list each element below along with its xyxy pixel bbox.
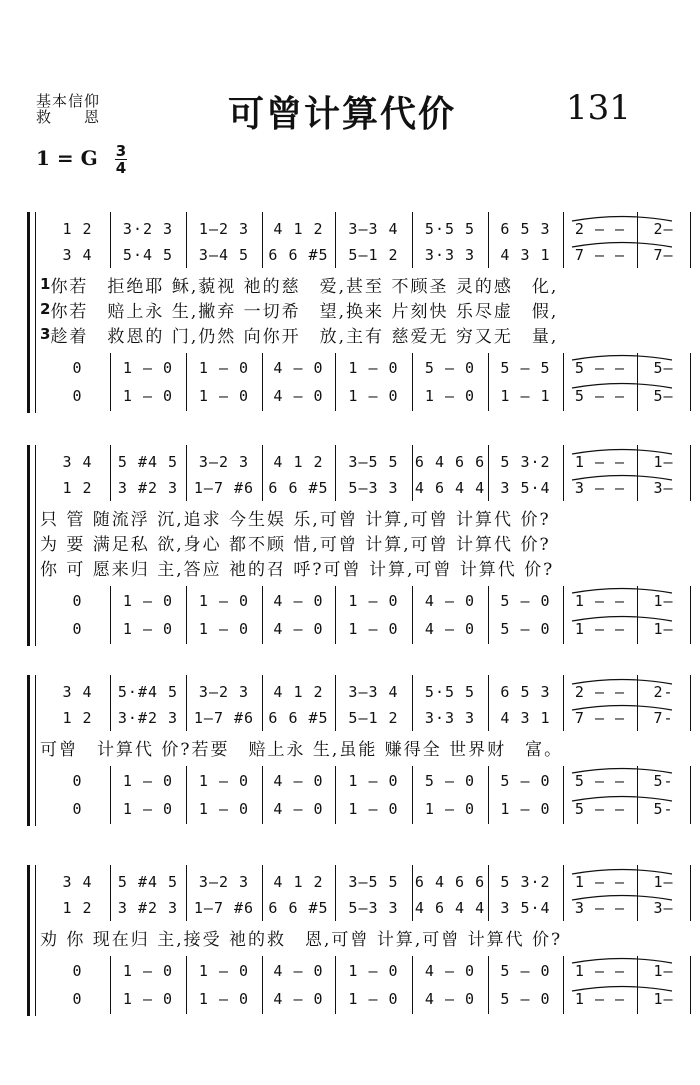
soprano-measure: 3–2 3	[198, 453, 250, 471]
tie-arc	[572, 356, 672, 361]
tenor-measure: 5 – 0	[424, 772, 476, 790]
tie-arc	[572, 217, 672, 222]
verse-number: 3	[40, 325, 51, 343]
tenor-measure: 0	[72, 592, 83, 610]
bass-measure: 1 – 0	[122, 620, 174, 638]
tie-arc	[572, 476, 672, 481]
alto-measure: 6 6 #5	[268, 899, 329, 917]
alto-measure: 3·3 3	[424, 709, 476, 727]
bass-measure: 1 – 0	[122, 387, 174, 405]
alto-measure: 1 2	[62, 709, 93, 727]
key-signature: 1 = G	[36, 146, 98, 170]
alto-measure: 4 6 4 4	[414, 899, 486, 917]
soprano-measure: 5 #4 5	[117, 453, 179, 471]
tenor-measure: 1 – 0	[122, 962, 174, 980]
alto-measure: 3·#2 3	[117, 709, 179, 727]
alto-measure: 3 5·4	[500, 479, 551, 497]
soprano-measure: 6 5 3	[500, 683, 551, 701]
alto-measure: 1 2	[62, 899, 93, 917]
tenor-measure: 4 – 0	[424, 592, 476, 610]
alto-measure: 6 6 #5	[268, 709, 329, 727]
soprano-measure: 6 5 3	[500, 220, 551, 238]
soprano-measure: 2-	[653, 683, 674, 701]
alto-measure: 3 4	[62, 246, 93, 264]
soprano-measure: 1 – –	[574, 453, 626, 471]
alto-measure: 5–3 3	[348, 479, 399, 497]
bass-measure: 1 – 0	[348, 990, 399, 1008]
alto-measure: 3–	[653, 899, 674, 917]
tenor-measure: 1 – 0	[348, 772, 399, 790]
music-system	[0, 445, 700, 646]
bass-measure: 1 – 0	[198, 387, 250, 405]
verse-number: 2	[40, 300, 51, 318]
tenor-measure: 4 – 0	[273, 772, 324, 790]
bass-measure: 1 – 0	[122, 990, 174, 1008]
alto-measure: 3 – –	[574, 479, 626, 497]
bass-measure: 5 – –	[574, 387, 626, 405]
soprano-measure: 1 2	[62, 220, 93, 238]
alto-measure: 1–7 #6	[193, 899, 255, 917]
soprano-measure: 3–5 5	[348, 453, 399, 471]
tie-arc	[572, 706, 672, 711]
soprano-measure: 3 4	[62, 453, 93, 471]
bass-measure: 1 – 1	[500, 387, 551, 405]
hymn-number: 131	[566, 88, 631, 128]
bass-measure: 5–	[653, 387, 674, 405]
soprano-measure: 4 1 2	[273, 873, 324, 891]
tenor-measure: 5 – –	[574, 359, 626, 377]
alto-measure: 1 2	[62, 479, 93, 497]
soprano-measure: 5 3·2	[500, 873, 551, 891]
alto-measure: 4 3 1	[500, 246, 551, 264]
soprano-measure: 5 #4 5	[117, 873, 179, 891]
alto-measure: 7-	[653, 709, 674, 727]
soprano-measure: 4 1 2	[273, 683, 324, 701]
tenor-measure: 1 – 0	[122, 772, 174, 790]
soprano-measure: 3–2 3	[198, 873, 250, 891]
tie-arc	[572, 450, 672, 455]
bass-measure: 1–	[653, 620, 674, 638]
alto-measure: 4 6 4 4	[414, 479, 486, 497]
tie-arc	[572, 959, 672, 964]
alto-measure: 3 #2 3	[117, 899, 179, 917]
tenor-measure: 0	[72, 772, 83, 790]
tie-arc	[572, 617, 672, 622]
subcategory-label: 救 恩	[36, 108, 101, 126]
alto-measure: 3 5·4	[500, 899, 551, 917]
lyric-text: 你若 赔上永 生,撇弃 一切希 望,换来 片刻快 乐尽虚 假,	[50, 301, 559, 322]
bass-measure: 4 – 0	[273, 387, 324, 405]
lyric-text: 只 管 随流浮 沉,追求 今生娱 乐,可曾 计算,可曾 计算代 价?	[40, 509, 551, 530]
tie-arcs	[0, 865, 700, 1016]
music-system	[0, 212, 700, 413]
soprano-measure: 3–2 3	[198, 683, 250, 701]
tenor-measure: 1–	[653, 962, 674, 980]
soprano-measure: 5 3·2	[500, 453, 551, 471]
lyric-text: 趁着 救恩的 门,仍然 向你开 放,主有 慈爱无 穷又无 量,	[50, 326, 559, 347]
alto-measure: 7 – –	[574, 709, 626, 727]
tie-arc	[572, 589, 672, 594]
bass-measure: 1 – 0	[198, 990, 250, 1008]
bass-measure: 1 – 0	[198, 620, 250, 638]
music-system	[0, 865, 700, 1016]
tenor-measure: 4 – 0	[273, 359, 324, 377]
bass-measure: 4 – 0	[273, 620, 324, 638]
bass-measure: 1 – –	[574, 620, 626, 638]
soprano-measure: 3·2 3	[122, 220, 174, 238]
soprano-measure: 1 – –	[574, 873, 626, 891]
bass-measure: 0	[72, 620, 83, 638]
soprano-measure: 1–	[653, 453, 674, 471]
bass-measure: 1 – 0	[348, 387, 399, 405]
bass-measure: 0	[72, 387, 83, 405]
tie-arc	[572, 896, 672, 901]
tie-arc	[572, 870, 672, 875]
bass-measure: 1 – 0	[424, 800, 476, 818]
category-label: 基本信仰	[36, 92, 101, 110]
lyric-text: 你若 拒绝耶 稣,藐视 祂的慈 爱,甚至 不顾圣 灵的感 化,	[50, 276, 559, 297]
alto-measure: 5–3 3	[348, 899, 399, 917]
tie-arc	[572, 797, 672, 802]
tenor-measure: 1 – –	[574, 962, 626, 980]
soprano-measure: 1–2 3	[198, 220, 250, 238]
tie-arcs	[0, 445, 700, 646]
soprano-measure: 6 4 6 6	[414, 873, 486, 891]
alto-measure: 3·3 3	[424, 246, 476, 264]
tenor-measure: 1 – 0	[198, 772, 250, 790]
tie-arc	[572, 769, 672, 774]
soprano-measure: 2 – –	[574, 683, 626, 701]
soprano-measure: 3–3 4	[348, 220, 399, 238]
tenor-measure: 5–	[653, 359, 674, 377]
tenor-measure: 4 – 0	[273, 592, 324, 610]
tenor-measure: 1 – 0	[348, 962, 399, 980]
soprano-measure: 2 – –	[574, 220, 626, 238]
alto-measure: 3 #2 3	[117, 479, 179, 497]
time-signature-denominator: 4	[115, 159, 127, 177]
lyric-text: 可曾 计算代 价?若要 赔上永 生,虽能 赚得全 世界财 富。	[40, 739, 564, 760]
tenor-measure: 4 – 0	[273, 962, 324, 980]
bass-measure: 1 – 0	[122, 800, 174, 818]
tenor-measure: 5 – –	[574, 772, 626, 790]
bass-measure: 0	[72, 990, 83, 1008]
bass-measure: 4 – 0	[273, 800, 324, 818]
lyric-text: 劝 你 现在归 主,接受 祂的救 恩,可曾 计算,可曾 计算代 价?	[40, 929, 563, 950]
alto-measure: 5–1 2	[348, 246, 399, 264]
soprano-measure: 5·#4 5	[117, 683, 179, 701]
tie-arc	[572, 384, 672, 389]
bass-measure: 0	[72, 800, 83, 818]
tie-arcs	[0, 675, 700, 826]
alto-measure: 3 – –	[574, 899, 626, 917]
lyric-text: 你 可 愿来归 主,答应 祂的召 呼?可曾 计算,可曾 计算代 价?	[40, 559, 555, 580]
tenor-measure: 1–	[653, 592, 674, 610]
bass-measure: 1 – 0	[348, 800, 399, 818]
tenor-measure: 1 – 0	[198, 962, 250, 980]
bass-measure: 5 – –	[574, 800, 626, 818]
time-signature-numerator: 3	[115, 142, 127, 160]
tie-arc	[572, 243, 672, 248]
bass-measure: 1 – 0	[500, 800, 551, 818]
time-signature	[114, 143, 128, 176]
tie-arc	[572, 680, 672, 685]
bass-measure: 1 – 0	[424, 387, 476, 405]
soprano-measure: 5·5 5	[424, 683, 476, 701]
soprano-measure: 3 4	[62, 873, 93, 891]
alto-measure: 5·4 5	[122, 246, 174, 264]
alto-measure: 5–1 2	[348, 709, 399, 727]
music-system	[0, 675, 700, 826]
tie-arc	[572, 987, 672, 992]
alto-measure: 4 3 1	[500, 709, 551, 727]
verse-number: 1	[40, 275, 51, 293]
bass-measure: 4 – 0	[424, 990, 476, 1008]
bass-measure: 1 – 0	[348, 620, 399, 638]
tenor-measure: 5 – 0	[500, 592, 551, 610]
bass-measure: 5 – 0	[500, 620, 551, 638]
soprano-measure: 6 4 6 6	[414, 453, 486, 471]
bass-measure: 5 – 0	[500, 990, 551, 1008]
bass-measure: 4 – 0	[424, 620, 476, 638]
lyric-text: 为 要 满足私 欲,身心 都不顾 惜,可曾 计算,可曾 计算代 价?	[40, 534, 551, 555]
alto-measure: 6 6 #5	[268, 246, 329, 264]
tenor-measure: 1 – 0	[122, 359, 174, 377]
soprano-measure: 4 1 2	[273, 220, 324, 238]
alto-measure: 1–7 #6	[193, 709, 255, 727]
alto-measure: 7–	[653, 246, 674, 264]
alto-measure: 6 6 #5	[268, 479, 329, 497]
tenor-measure: 1 – 0	[122, 592, 174, 610]
bass-measure: 5-	[653, 800, 674, 818]
bass-measure: 1 – 0	[198, 800, 250, 818]
tenor-measure: 1 – 0	[348, 592, 399, 610]
tenor-measure: 5 – 0	[424, 359, 476, 377]
tenor-measure: 5 – 0	[500, 772, 551, 790]
alto-measure: 3–4 5	[198, 246, 250, 264]
soprano-measure: 3 4	[62, 683, 93, 701]
alto-measure: 1–7 #6	[193, 479, 255, 497]
tenor-measure: 5 – 0	[500, 962, 551, 980]
tenor-measure: 0	[72, 962, 83, 980]
soprano-measure: 3–3 4	[348, 683, 399, 701]
bass-measure: 1 – –	[574, 990, 626, 1008]
soprano-measure: 1–	[653, 873, 674, 891]
alto-measure: 3–	[653, 479, 674, 497]
alto-measure: 7 – –	[574, 246, 626, 264]
tenor-measure: 5-	[653, 772, 674, 790]
soprano-measure: 2–	[653, 220, 674, 238]
tenor-measure: 1 – 0	[198, 592, 250, 610]
bass-measure: 4 – 0	[273, 990, 324, 1008]
tenor-measure: 1 – –	[574, 592, 626, 610]
tenor-measure: 0	[72, 359, 83, 377]
soprano-measure: 4 1 2	[273, 453, 324, 471]
tenor-measure: 1 – 0	[198, 359, 250, 377]
tenor-measure: 4 – 0	[424, 962, 476, 980]
tenor-measure: 5 – 5	[500, 359, 551, 377]
tie-arcs	[0, 212, 700, 413]
bass-measure: 1–	[653, 990, 674, 1008]
tenor-measure: 1 – 0	[348, 359, 399, 377]
soprano-measure: 5·5 5	[424, 220, 476, 238]
soprano-measure: 3–5 5	[348, 873, 399, 891]
hymn-title: 可曾计算代价	[228, 94, 457, 135]
